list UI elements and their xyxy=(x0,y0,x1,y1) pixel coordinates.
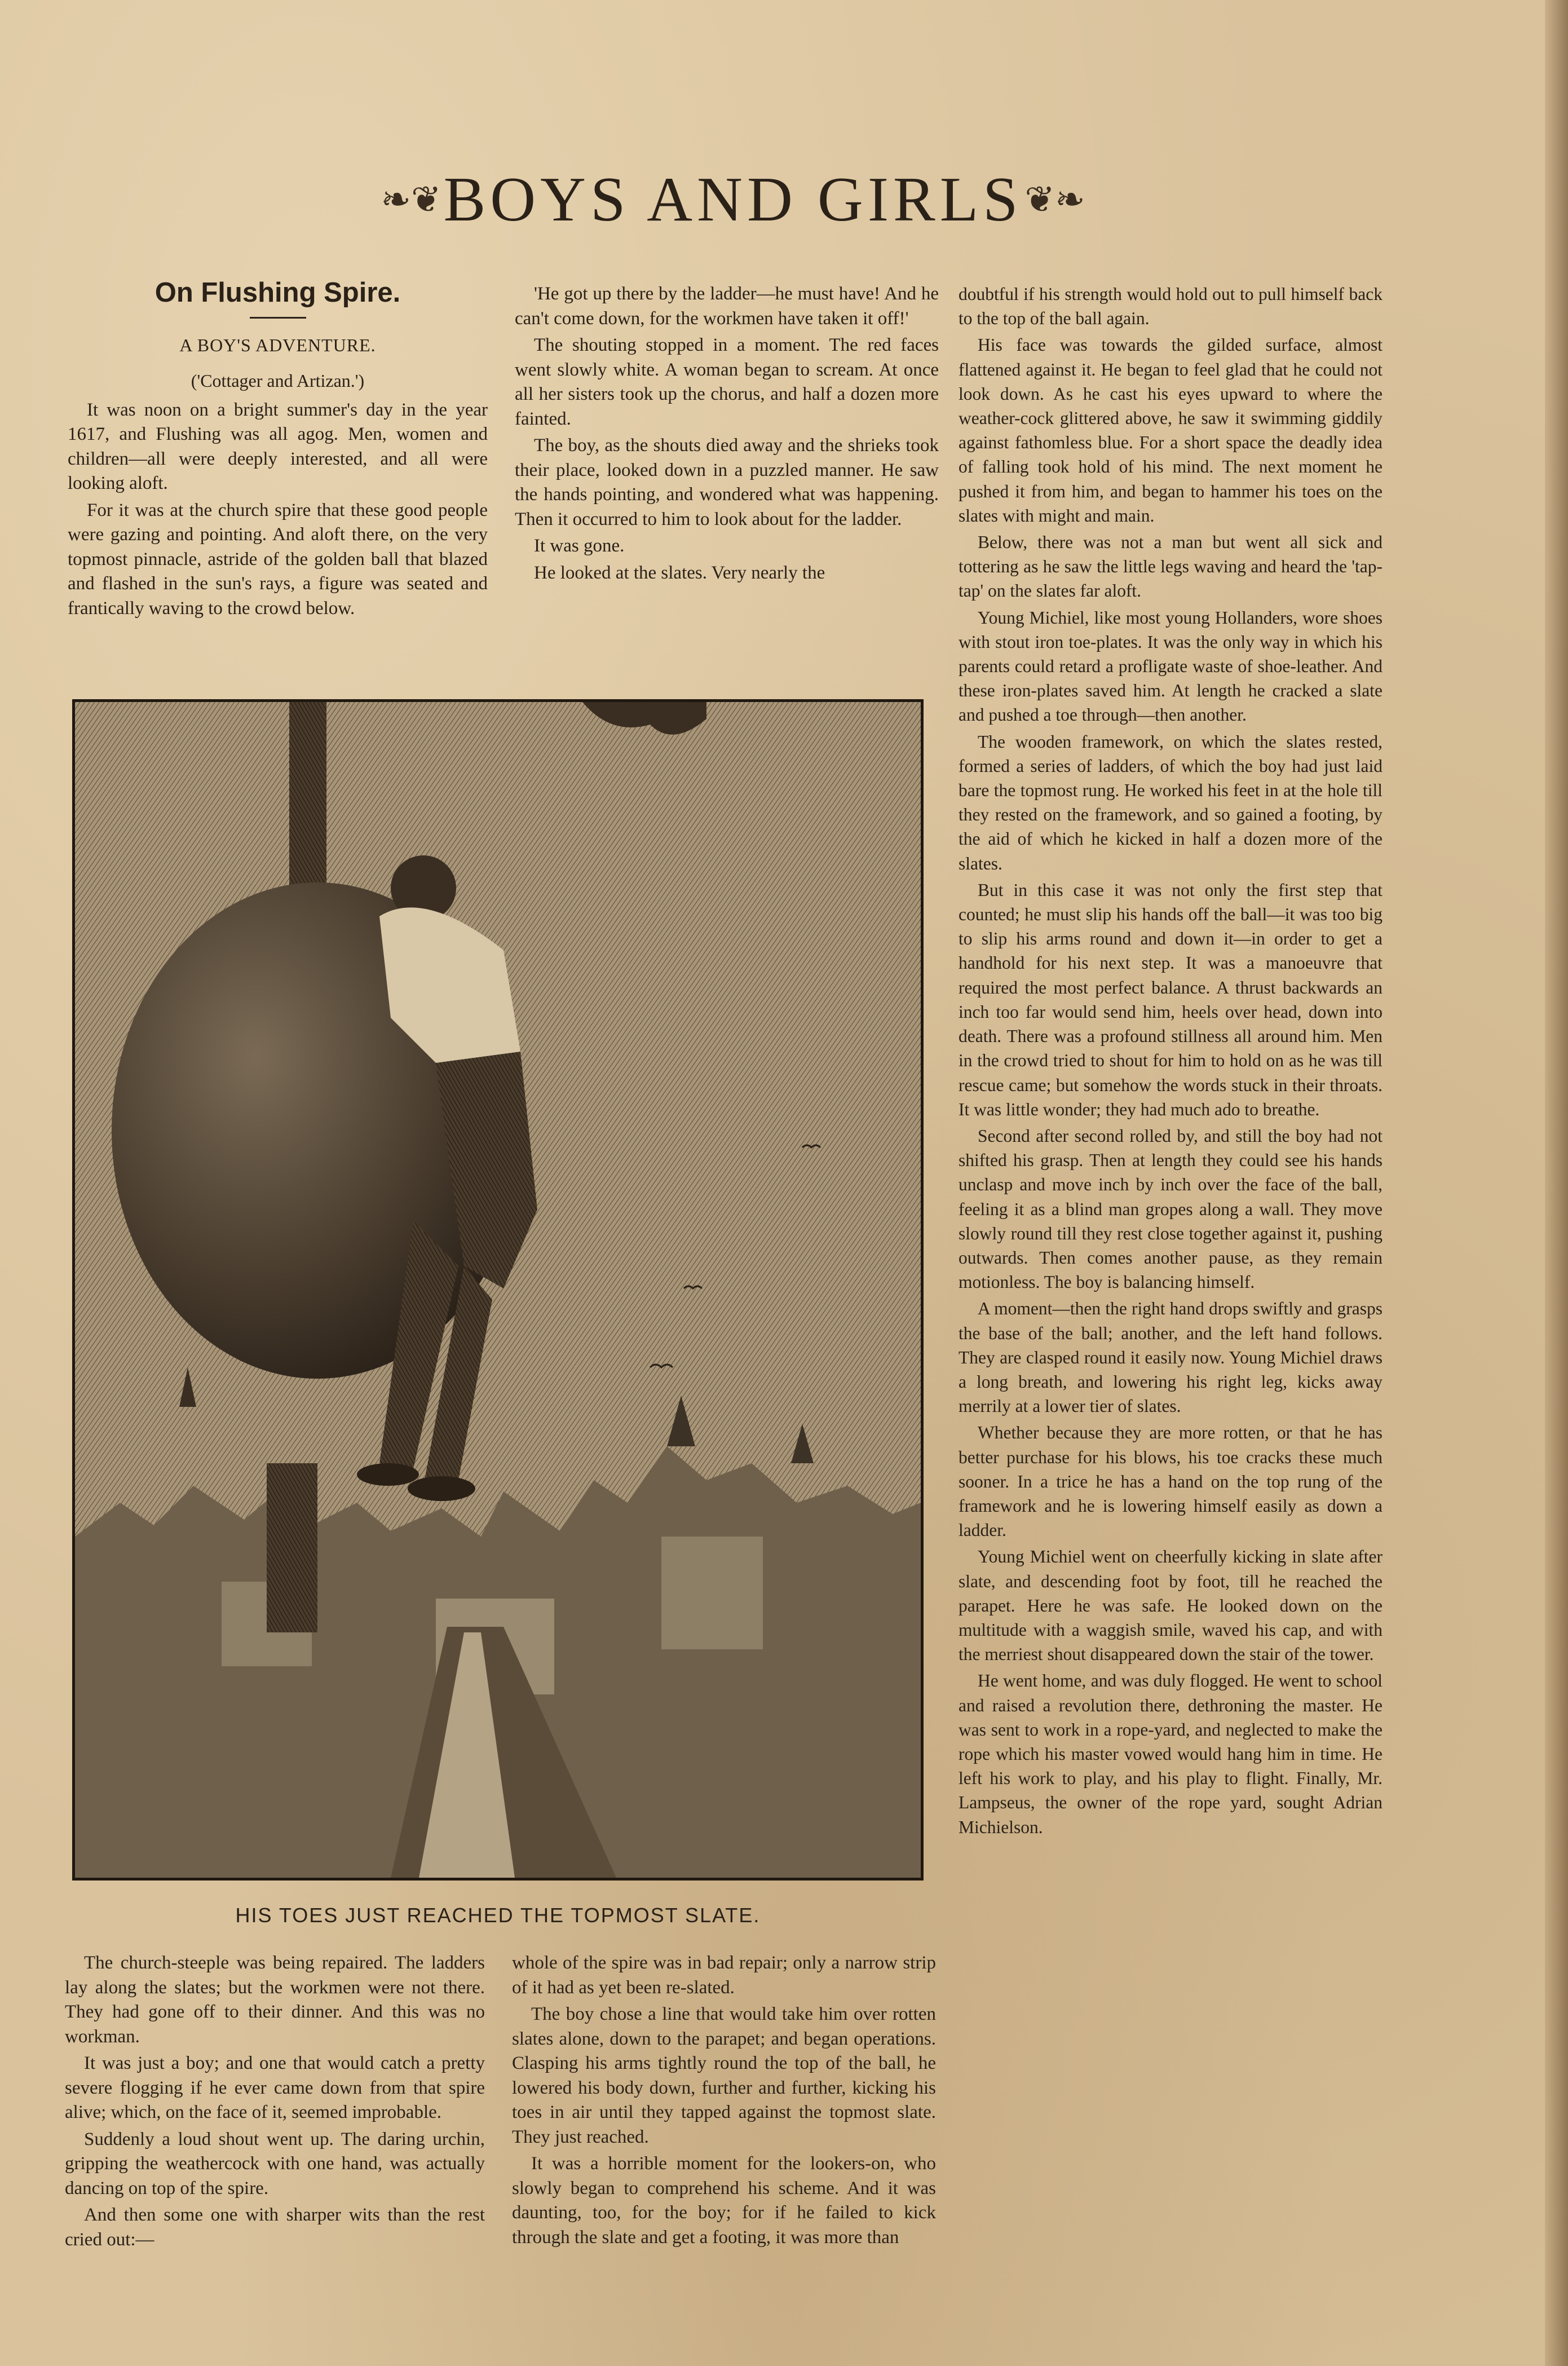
paragraph: The wooden framework, on which the slates rested, formed a series of ladders, of which the boy had just laid bare the topmost rung. He worked his feet in at the hole till they rested on the framework, and so gained a footing, by the aid of which he kicked in half a dozen more of the slates. xyxy=(959,731,1383,873)
paragraph: Young Michiel went on cheerfully kicking in slate after slate, and descending foot by foot, till he reached the parapet. Here he was safe. He looked down on the multitude with a waggish smile, waved his cap, and with the merriest shout disappeared down the stair of the tower. xyxy=(959,1547,1383,1665)
paragraph: For it was at the church spire that these good people were gazing and pointing. And aloft there, on the very topmost pinnacle, astride of the golden ball that blazed and flashed in the sun's rays, a figure was seated and frantically waving to the crowd below. xyxy=(68,500,488,619)
paragraph: A moment—then the right hand drops swiftly and grasps the base of the ball; another, and the left hand follows. They are clasped round it easily now. Young Michiel draws a long breath, and lowering his right leg, kicks away merrily at a lower tier of slates. xyxy=(959,1299,1383,1416)
article-source: ('Cottager and Artizan.') xyxy=(191,370,365,391)
article-subtitle: A BOY'S ADVENTURE. xyxy=(179,334,376,355)
section-title: BOYS AND GIRLS xyxy=(443,165,1023,235)
paragraph: His face was towards the gilded surface, almost flattened against it. He began to feel glad that he could not look down. As he cast his eyes upward to where the weather-cock glittered above, he saw it swimming giddily against fathomless blue. For a short space the deadly idea of falling took hold of his mind. The next moment he pushed it from him, and began to hammer his toes on the slates with might and main. xyxy=(959,335,1383,526)
paragraph: Suddenly a loud shout went up. The daring urchin, gripping the weathercock with one hand, was actually dancing on top of the spire. xyxy=(65,2129,485,2199)
column-3 xyxy=(959,282,1383,1839)
paragraph: But in this case it was not only the first step that counted; he must slip his hands off the ball—it was too big to slip his arms round and down it—in order to get a handhold for his next step. It was a manoeuvre that required the most perfect balance. A thrust backwards an inch too far would send him, heels over head, down into death. There was a profound stillness all around him. Men in the crowd tried to shout for him to hold on as he was till rescue came; but somehow the words stuck in their throats. It was little wonder; they had much ado to breathe. xyxy=(959,880,1383,1119)
paragraph: 'He got up there by the ladder—he must have! And he can't come down, for the workmen have taken it off!' xyxy=(515,284,939,329)
paragraph: Whether because they are more rotten, or that he has better purchase for his blows, his toe cracks these much sooner. In a trice he has a hand on the top rung of the framework and he is lowering himself easily as down a ladder. xyxy=(959,1423,1383,1540)
paragraph: He went home, and was duly flogged. He went to school and raised a revolution there, dethroning the master. He was sent to work in a rope-yard, and neglected to make the rope which his master vowed would hang him in time. He left his work to play, and his play to flight. Finally, Mr. Lampseus, the owner of the rope yard, sought Adrian Michielson. xyxy=(959,1671,1383,1837)
article-title: On Flushing Spire. xyxy=(154,277,401,308)
column-1-top xyxy=(68,277,488,621)
column-1-bottom xyxy=(65,1951,485,2252)
paragraph: The church-steeple was being repaired. The ladders lay along the slates; but the workmen were not there. They had gone off to their dinner. And this was no workman. xyxy=(65,1953,485,2047)
paragraph: The shouting stopped in a moment. The red faces went slowly white. A woman began to scream. At once all her sisters took up the chorus, and half a dozen more fainted. xyxy=(515,335,939,429)
page-edge-shadow xyxy=(1545,0,1568,2366)
column-2-top xyxy=(515,282,939,585)
paragraph: It was just a boy; and one that would catch a pretty severe flogging if he ever came down from that spire alive; which, on the face of it, seemed improbable. xyxy=(65,2053,485,2122)
illustration-caption: HIS TOES JUST REACHED THE TOPMOST SLATE. xyxy=(235,1904,761,1927)
column-2-bottom xyxy=(512,1951,936,2250)
paragraph: It was gone. xyxy=(534,536,625,556)
paragraph: The boy, as the shouts died away and the shrieks took their place, looked down in a puzzled manner. He saw the hands pointing, and wondered what was happening. Then it occurred to him to look about for the ladder. xyxy=(515,435,939,529)
paragraph: The boy chose a line that would take him over rotten slates alone, down to the parapet; and began operations. Clasping his arms tightly round the top of the ball, he lowered his body down, further and further, kicking his toes in air until they tapped against the topmost slate. They just reached. xyxy=(512,2004,936,2147)
title-rule xyxy=(250,317,306,319)
scroll-ornament-left-icon: ❧❦ xyxy=(381,179,441,220)
paragraph: Second after second rolled by, and still the boy had not shifted his grasp. Then at length they could see his hands unclasp and move inch by inch over the face of the ball, feeling it as a blind man gropes along a wall. They move slowly round till they rest close together against it, pushing outwards. Then comes another pause, as they remain motionless. The boy is balancing himself. xyxy=(959,1125,1383,1292)
paragraph: Below, there was not a man but went all sick and tottering as he saw the little legs waving and heard the 'tap-tap' on the slates far aloft. xyxy=(959,532,1383,601)
paragraph: He looked at the slates. Very nearly the xyxy=(534,562,825,583)
paragraph: whole of the spire was in bad repair; only a narrow strip of it had as yet been re-slated. xyxy=(512,1953,936,1998)
paragraph: Young Michiel, like most young Hollanders, wore shoes with stout iron toe-plates. It was the only way in which his parents could retard a profligate waste of shoe-leather. And these iron-plates saved him. At length he cracked a slate and pushed a toe through—then another. xyxy=(959,607,1383,725)
engraving-illustration xyxy=(72,699,924,1881)
paragraph: doubtful if his strength would hold out to pull himself back to the top of the ball again. xyxy=(959,284,1383,329)
paragraph: And then some one with sharper wits than the rest cried out:— xyxy=(65,2205,485,2250)
paragraph: It was a horrible moment for the lookers-on, who slowly began to comprehend his scheme. And it was daunting, too, for the boy; for if he failed to kick through the slate and get a footing, it was more than xyxy=(512,2153,936,2248)
boy-on-spire-engraving xyxy=(75,702,921,1878)
section-masthead xyxy=(271,164,1195,237)
scroll-ornament-right-icon: ❦❧ xyxy=(1024,179,1085,220)
paragraph: It was noon on a bright summer's day in the year 1617, and Flushing was all agog. Men, women and children—all were deeply interested, and all were looking aloft. xyxy=(68,399,488,493)
